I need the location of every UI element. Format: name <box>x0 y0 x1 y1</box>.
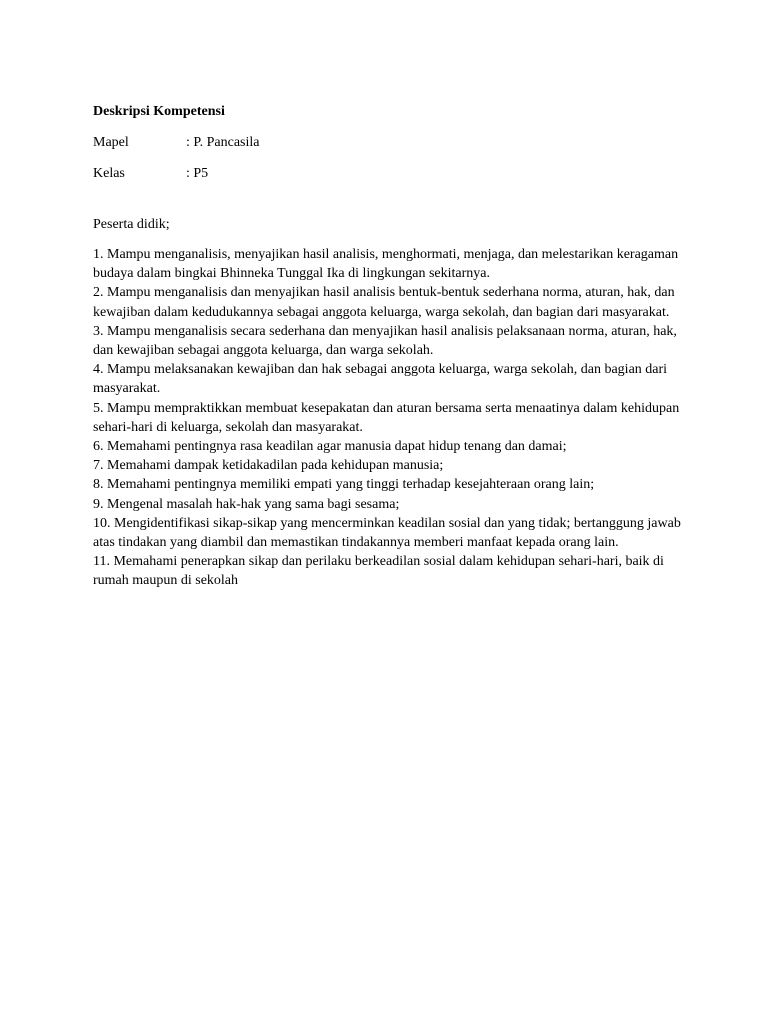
document-page <box>93 102 683 591</box>
competency-item: 10. Mengidentifikasi sikap-sikap yang mencerminkan keadilan sosial dan yang tidak; bertanggung jawab atas tindakan yang diambil dan memastikan tindakannya memberi manfaat kepada orang lain. <box>93 515 681 551</box>
competency-item: 7. Memahami dampak ketidakadilan pada kehidupan manusia; <box>93 458 444 474</box>
competency-item: 1. Mampu menganalisis, menyajikan hasil analisis, menghormati, menjaga, dan melestarikan keragaman budaya dalam bingkai Bhinneka Tunggal Ika di lingkungan sekitarnya. <box>93 247 679 282</box>
meta-value-kelas: : P5 <box>186 166 209 181</box>
competency-list <box>93 245 683 591</box>
competency-item: 3. Mampu menganalisis secara sederhana dan menyajikan hasil analisis pelaksanaan norma, aturan, hak, dan kewajiban sebagai anggota keluarga, dan warga sekolah. <box>93 323 677 359</box>
competency-item: 2. Mampu menganalisis dan menyajikan hasil analisis bentuk-bentuk sederhana norma, aturan, hak, dan kewajiban dalam kedudukannya sebagai anggota keluarga, warga sekolah, dan bagian dari masyarakat. <box>93 285 675 320</box>
meta-row-mapel <box>93 133 683 153</box>
competency-item: 5. Mampu mempraktikkan membuat kesepakatan dan aturan bersama serta menaatinya dalam kehidupan sehari-hari di keluarga, sekolah dan masyarakat. <box>93 400 680 435</box>
competency-item: 11. Memahami penerapkan sikap dan perilaku berkeadilan sosial dalam kehidupan sehari-hari, baik di rumah maupun di sekolah <box>93 554 664 589</box>
competency-item: 9. Mengenal masalah hak-hak yang sama bagi sesama; <box>93 496 400 512</box>
competency-item: 6. Memahami pentingnya rasa keadilan agar manusia dapat hidup tenang dan damai; <box>93 439 567 455</box>
meta-row-kelas <box>93 164 683 184</box>
competency-item: 4. Mampu melaksanakan kewajiban dan hak sebagai anggota keluarga, warga sekolah, dan bagian dari masyarakat. <box>93 362 668 397</box>
meta-label-mapel: Mapel <box>93 135 129 150</box>
meta-label-kelas: Kelas <box>93 166 125 181</box>
intro-text: Peserta didik; <box>93 217 170 232</box>
meta-value-mapel: : P. Pancasila <box>186 135 260 150</box>
document-title: Deskripsi Kompetensi <box>93 104 225 119</box>
competency-item: 8. Memahami pentingnya memiliki empati yang tinggi terhadap kesejahteraan orang lain; <box>93 477 595 493</box>
